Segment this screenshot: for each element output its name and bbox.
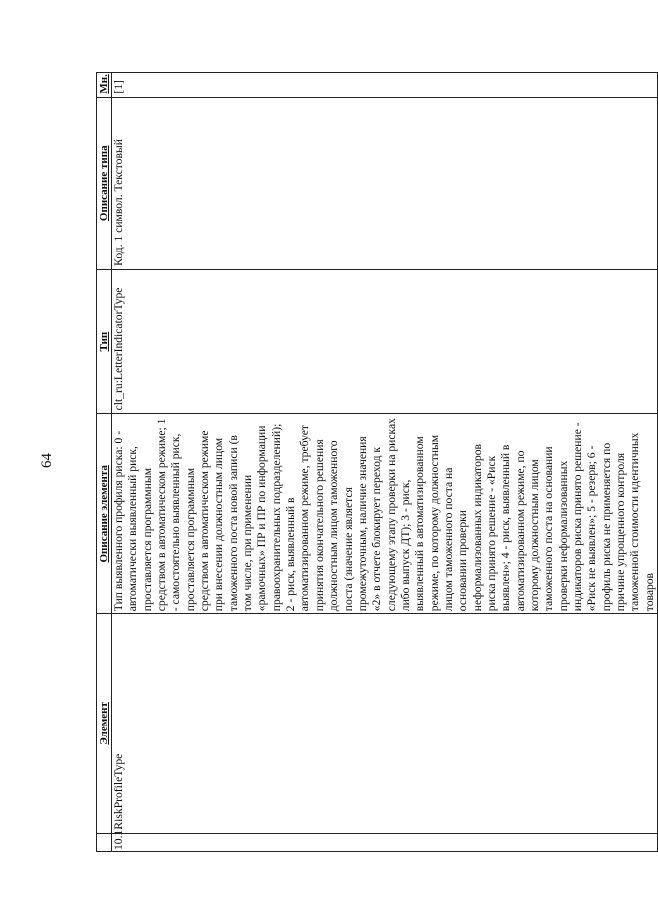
header-multiplicity: Мн.: [97, 73, 112, 98]
header-element: Элемент: [97, 614, 112, 833]
table-header-row: [97, 73, 112, 852]
header-type: Тип: [97, 269, 112, 414]
row-multiplicity: [1]: [112, 73, 658, 98]
page-number: 64: [39, 453, 55, 468]
row-description: Тип выявленного профиля риска: 0 - автоматически выявленный риск, проставляется программным средством в автоматическом режиме; 1 - самостоятельно выявленный риск, проставляется программным средством в автоматическом режиме при внесении должностным лицом таможенного поста новой записи (в том числе, при применении «рамочных» ПР и ПР по информации правоохранительных подразделений); 2 - риск, выявленный в автоматизированном режиме, требует принятия окончательного решения должностным лицом таможенного поста (значение является промежуточным, наличие значения «2» в отчете блокирует переход к следующему этапу проверки на рисках либо выпуск ДТ); 3 - риск, выявленный в автоматизированном режиме, по которому должностным лицом таможенного поста на основании проверки неформализованных индикаторов риска принято решение - «Риск выявлен»; 4 - риск, выявленный в автоматизированном режиме, по которому должностным лицом таможенного поста на основании проверки неформализованных индикаторов риска принято решение - «Риск не выявлен»; 5 - резерв; 6 - профиль риска не применяется по причине упрощенного контроля таможенной стоимости идентичных товаров: [112, 414, 658, 614]
rotated-table-wrapper: [96, 72, 656, 852]
header-num: [97, 833, 112, 851]
specification-table: [96, 72, 658, 852]
row-type-description: Код. 1 символ. Текстовый: [112, 97, 658, 269]
row-type: clt_ru:LetterIndicatorType: [112, 269, 658, 414]
row-num: 10.1.: [112, 833, 658, 851]
header-type-description: Описание типа: [97, 97, 112, 269]
row-element: RiskProfileType: [112, 614, 658, 833]
rotated-content: [96, 72, 656, 852]
header-description: Описание элемента: [97, 414, 112, 614]
table-row: [112, 73, 658, 852]
